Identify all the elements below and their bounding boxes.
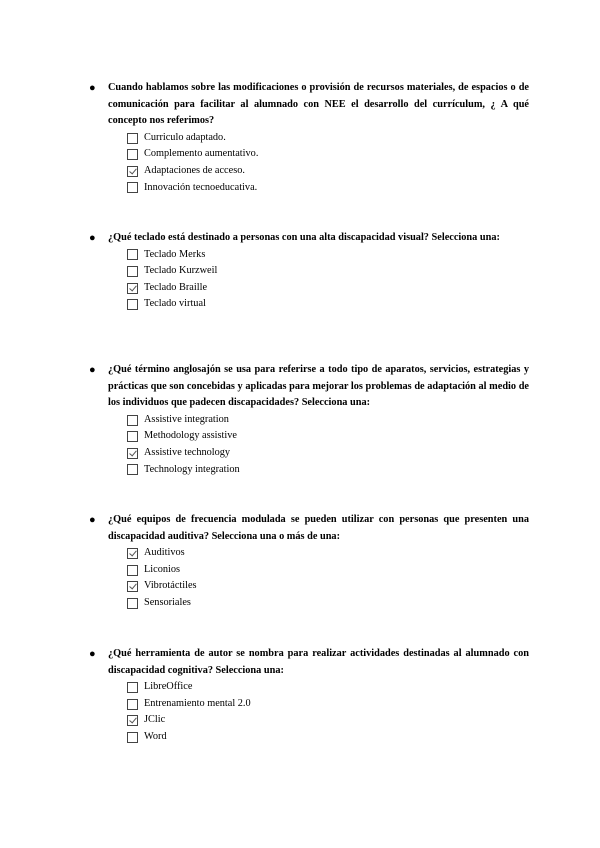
option-label: Teclado Kurzweil — [144, 265, 218, 277]
question-text: ¿Qué teclado está destinado a personas con una alta discapacidad visual? Selecciona una: — [108, 232, 500, 243]
question-row — [89, 512, 529, 545]
checked-checkbox-icon[interactable] — [127, 166, 138, 177]
checked-checkbox-icon[interactable] — [127, 283, 138, 294]
options-list — [127, 412, 529, 478]
option-label: Assistive technology — [144, 446, 231, 458]
checkbox-icon[interactable] — [127, 266, 138, 277]
option-item[interactable] — [127, 679, 529, 696]
option-item[interactable] — [127, 562, 529, 579]
question-1 — [89, 80, 529, 196]
option-label: JClic — [144, 714, 166, 726]
option-item[interactable] — [127, 296, 529, 313]
question-3 — [89, 362, 529, 478]
option-label: Word — [144, 730, 167, 742]
checked-checkbox-icon[interactable] — [127, 448, 138, 459]
checkbox-icon[interactable] — [127, 565, 138, 576]
options-list — [127, 247, 529, 313]
option-item[interactable] — [127, 595, 529, 612]
bullet-icon: ● — [89, 514, 96, 526]
option-label: Methodology assistive — [144, 430, 237, 442]
question-4 — [89, 512, 529, 612]
option-item[interactable] — [127, 445, 529, 462]
checkbox-icon[interactable] — [127, 249, 138, 260]
option-item[interactable] — [127, 130, 529, 147]
option-item[interactable] — [127, 263, 529, 280]
checkbox-icon[interactable] — [127, 732, 138, 743]
checkbox-icon[interactable] — [127, 682, 138, 693]
option-label: Adaptaciones de acceso. — [144, 164, 245, 176]
option-item[interactable] — [127, 163, 529, 180]
option-item[interactable] — [127, 545, 529, 562]
bullet-icon: ● — [89, 82, 96, 94]
option-label: Assistive integration — [144, 413, 229, 425]
question-text: ¿Qué término anglosajón se usa para referirse a todo tipo de aparatos, servicios, estrategias y prácticas que son concebidas y aplicadas para mejorar los problemas de adaptación al medio de los individuos que padecen discapacidades? Selecciona una: — [108, 364, 529, 409]
option-item[interactable] — [127, 712, 529, 729]
question-text: ¿Qué equipos de frecuencia modulada se pueden utilizar con personas que presenten una discapacidad auditiva? Selecciona una o más de una: — [108, 514, 529, 542]
option-label: LibreOffice — [144, 681, 193, 693]
checkbox-icon[interactable] — [127, 699, 138, 710]
option-item[interactable] — [127, 247, 529, 264]
question-text: ¿Qué herramienta de autor se nombra para realizar actividades destinadas al alumnado con discapacidad cognitiva? Selecciona una: — [108, 648, 529, 676]
options-list — [127, 545, 529, 611]
option-label: Innovación tecnoeducativa. — [144, 181, 258, 193]
checkbox-icon[interactable] — [127, 431, 138, 442]
checkbox-icon[interactable] — [127, 299, 138, 310]
bullet-icon: ● — [89, 364, 96, 376]
option-item[interactable] — [127, 412, 529, 429]
checkbox-icon[interactable] — [127, 182, 138, 193]
option-label: Teclado Braille — [144, 281, 208, 293]
option-label: Liconios — [144, 563, 181, 575]
question-text: Cuando hablamos sobre las modificaciones o provisión de recursos materiales, de espacios o de comunicación para facilitar al alumnado con NEE el desarrollo del currículum, ¿ A qué concepto nos referimos? — [108, 82, 529, 127]
question-row — [89, 646, 529, 679]
question-5 — [89, 646, 529, 746]
options-list — [127, 130, 529, 196]
checkbox-icon[interactable] — [127, 464, 138, 475]
option-item[interactable] — [127, 146, 529, 163]
question-2 — [89, 230, 529, 313]
checkbox-icon[interactable] — [127, 149, 138, 160]
option-item[interactable] — [127, 729, 529, 746]
option-label: Vibrotáctiles — [144, 580, 197, 592]
checked-checkbox-icon[interactable] — [127, 548, 138, 559]
option-item[interactable] — [127, 180, 529, 197]
option-item[interactable] — [127, 578, 529, 595]
option-label: Entrenamiento mental 2.0 — [144, 697, 251, 709]
option-label: Sensoriales — [144, 596, 191, 608]
checked-checkbox-icon[interactable] — [127, 581, 138, 592]
question-row — [89, 80, 529, 130]
option-label: Auditivos — [144, 547, 185, 559]
option-item[interactable] — [127, 462, 529, 479]
question-row — [89, 362, 529, 412]
checkbox-icon[interactable] — [127, 415, 138, 426]
option-label: Technology integration — [144, 463, 240, 475]
options-list — [127, 679, 529, 745]
question-row — [89, 230, 529, 247]
option-item[interactable] — [127, 696, 529, 713]
bullet-icon: ● — [89, 232, 96, 244]
checkbox-icon[interactable] — [127, 598, 138, 609]
bullet-icon: ● — [89, 648, 96, 660]
option-label: Curriculo adaptado. — [144, 131, 226, 143]
option-item[interactable] — [127, 428, 529, 445]
option-label: Teclado virtual — [144, 298, 206, 310]
option-item[interactable] — [127, 280, 529, 297]
option-label: Complemento aumentativo. — [144, 148, 259, 160]
option-label: Teclado Merks — [144, 248, 206, 260]
checkbox-icon[interactable] — [127, 133, 138, 144]
checked-checkbox-icon[interactable] — [127, 715, 138, 726]
